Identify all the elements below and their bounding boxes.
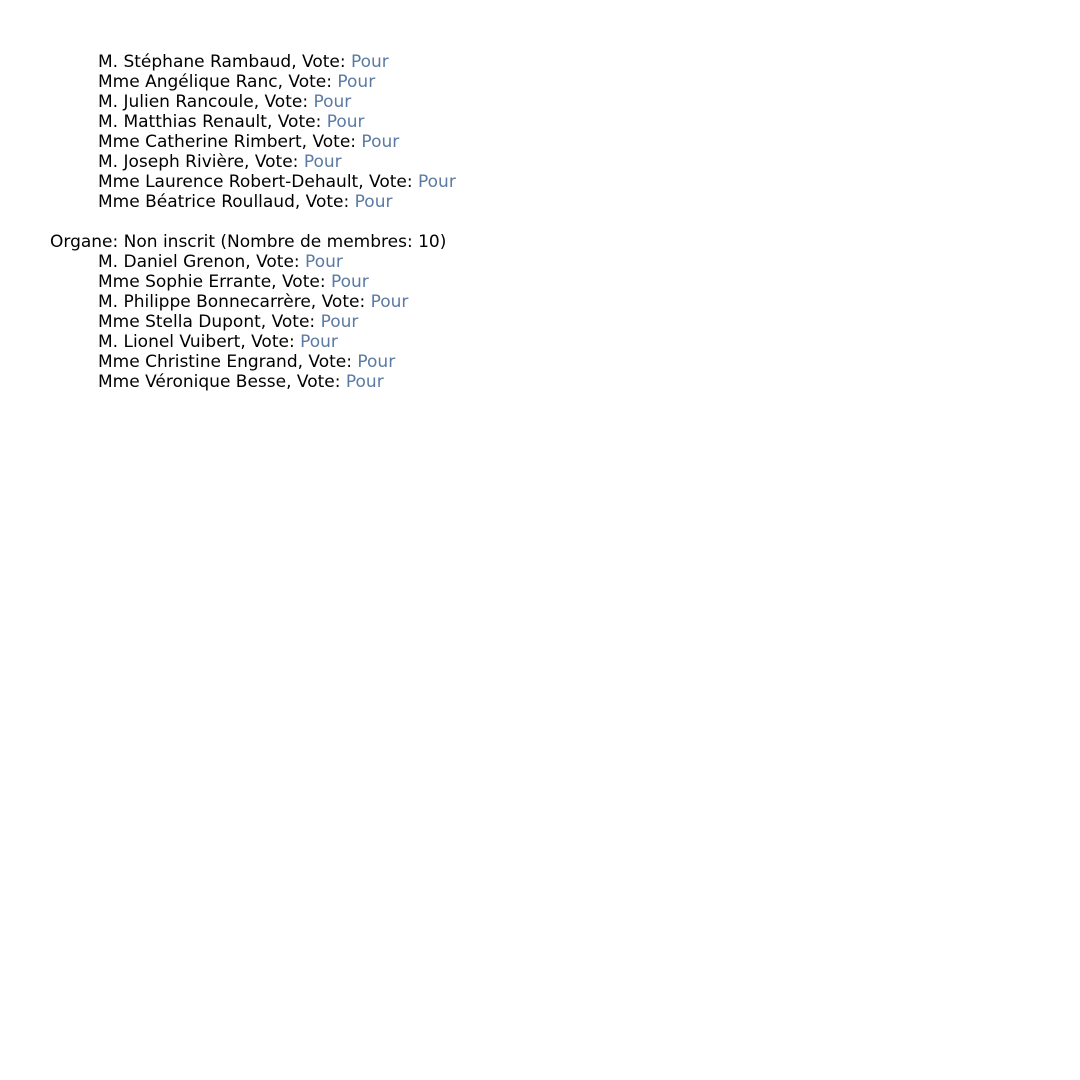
vote-label: , Vote: — [301, 132, 362, 152]
vote-value: Pour — [313, 92, 352, 112]
vote-value: Pour — [350, 52, 389, 72]
vote-value: Pour — [345, 372, 384, 392]
vote-label: , Vote: — [240, 332, 301, 352]
member-line — [50, 152, 1050, 172]
member-name: M. Daniel Grenon — [98, 252, 246, 272]
vote-label: , Vote: — [286, 372, 346, 392]
member-name: Mme Angélique Ranc — [98, 72, 278, 92]
member-line — [50, 52, 1050, 72]
member-name: Mme Laurence Robert-Dehault — [98, 172, 359, 192]
vote-value: Pour — [361, 132, 400, 152]
vote-label: , Vote: — [310, 292, 371, 312]
vote-value: Pour — [320, 312, 359, 332]
vote-label: , Vote: — [271, 272, 331, 292]
vote-label: , Vote: — [277, 72, 338, 92]
vote-label: , Vote: — [297, 352, 358, 372]
vote-label: , Vote: — [294, 192, 355, 212]
member-line — [50, 172, 1050, 192]
member-line — [50, 252, 1050, 272]
member-line — [50, 132, 1050, 152]
vote-label: , Vote: — [245, 252, 306, 272]
member-line — [50, 372, 1050, 392]
member-name: Mme Sophie Errante — [98, 272, 272, 292]
member-name: Mme Véronique Besse — [98, 372, 287, 392]
vote-value: Pour — [357, 352, 396, 372]
member-line — [50, 112, 1050, 132]
group-spacer — [50, 212, 1050, 232]
member-name: M. Joseph Rivière — [98, 152, 245, 172]
vote-value: Pour — [326, 112, 365, 132]
member-name: M. Stéphane Rambaud — [98, 52, 292, 72]
vote-value: Pour — [330, 272, 369, 292]
member-line — [50, 272, 1050, 292]
vote-value: Pour — [370, 292, 409, 312]
member-line — [50, 352, 1050, 372]
vote-label: , Vote: — [260, 312, 321, 332]
vote-value: Pour — [300, 332, 338, 352]
member-name: M. Matthias Renault — [98, 112, 267, 132]
vote-document — [50, 52, 1050, 392]
member-name: M. Philippe Bonnecarrère — [98, 292, 311, 312]
member-name: Mme Béatrice Roullaud — [98, 192, 295, 212]
member-line — [50, 192, 1050, 212]
vote-label: , Vote: — [358, 172, 418, 192]
vote-label: , Vote: — [244, 152, 304, 172]
group-header: Organe: Non inscrit (Nombre de membres: 10) — [50, 232, 447, 252]
vote-label: , Vote: — [291, 52, 351, 72]
vote-value: Pour — [303, 152, 342, 172]
vote-label: , Vote: — [253, 92, 314, 112]
vote-value: Pour — [354, 192, 393, 212]
vote-value: Pour — [337, 72, 376, 92]
member-name: Mme Christine Engrand — [98, 352, 298, 372]
member-line — [50, 332, 1050, 352]
vote-value: Pour — [418, 172, 456, 192]
member-name: M. Lionel Vuibert — [98, 332, 241, 352]
member-line — [50, 92, 1050, 112]
member-name: Mme Catherine Rimbert — [98, 132, 302, 152]
member-line — [50, 312, 1050, 332]
vote-value: Pour — [305, 252, 343, 272]
member-line — [50, 72, 1050, 92]
vote-label: , Vote: — [266, 112, 327, 132]
member-name: M. Julien Rancoule — [98, 92, 254, 112]
member-name: Mme Stella Dupont — [98, 312, 261, 332]
member-line — [50, 292, 1050, 312]
